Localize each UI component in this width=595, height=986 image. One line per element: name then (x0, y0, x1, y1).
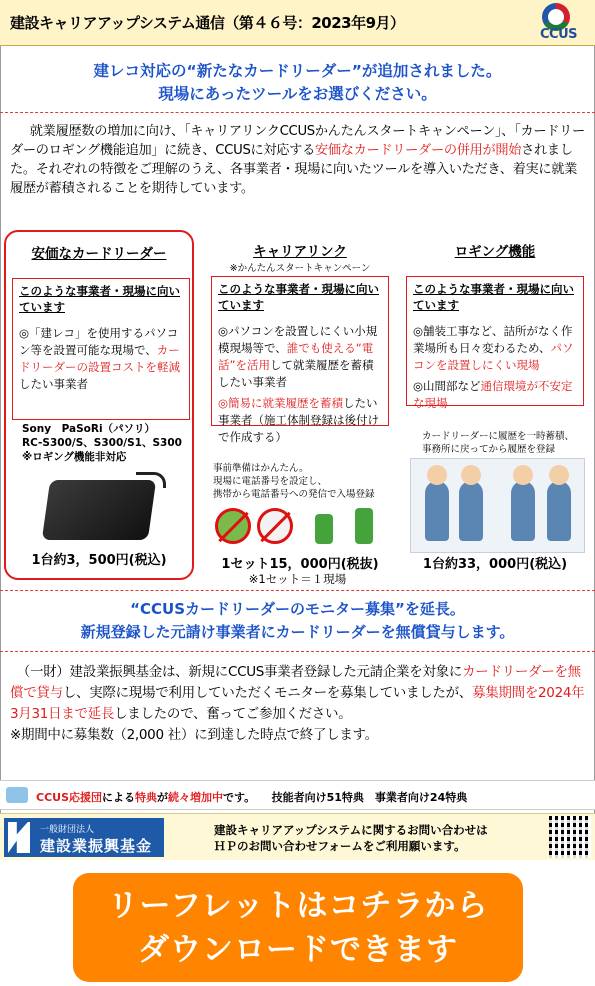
price-label: 1セット15，000円(税抜) (221, 557, 379, 572)
suitability-box: このような事業者・現場に向いています ◎舗装工事など、詰所がなく作業場所も日々変わるため、パソコンを設置しにくい現場 ◎山間部など通信環境が不安定な現場 (406, 276, 584, 406)
suitability-box: このような事業者・現場に向いています ◎パソコンを設置しにくい小規模現場等で、誰でも使える“電話”を活用して就業履歴を蓄積したい事業者 ◎簡易に就業履歴を蓄積したい事業者（施工体制登録は後付けで作成する） (211, 276, 389, 426)
no-clock-icon (257, 508, 293, 544)
option-title: ロギング機能 (454, 244, 536, 260)
footer (0, 813, 595, 860)
option-cheap-reader (4, 230, 194, 580)
intro-highlight: 安価なカードリーダーの併用が開始 (314, 143, 522, 158)
newsletter-header (0, 0, 595, 46)
smartphone-icon (315, 514, 333, 544)
intro-paragraph: 就業履歴数の増加に向け、「キャリアリンクCCUSかんたんスタートキャンペーン」、「カードリーダーのロギング機能追加」に続き、CCUSに対応する安価なカードリーダーの併用が開始されました。それぞれの特徴をご理解のうえ、各事業者・現場に向いたツールを導入いただき、着実に就業履歴が蓄積されることを期待しています。 (10, 124, 585, 196)
worker-icon (547, 481, 571, 541)
card-reader-image (36, 472, 166, 544)
price-label: 1台約3，500円(税込) (31, 553, 167, 568)
monitor-note: ※期間中に募集数（2,000 社）に到達した時点で終了します。 (10, 727, 378, 743)
option-title: 安価なカードリーダー (31, 246, 167, 262)
worker-icon (425, 481, 449, 541)
option-subtitle: ※かんたんスタートキャンペーン (229, 263, 371, 274)
no-pc-icon (215, 508, 251, 544)
fund-logo: 一般財団法人 建設業振興基金 (4, 818, 164, 857)
option-career-link (205, 230, 395, 580)
divider (0, 651, 595, 652)
monitor-paragraph: （一財）建設業振興基金は、新規にCCUS事業者登録した元請企業を対象にカードリーダーを無償で貸与し、実際に現場で利用していただくモニターを募集していましたが、募集期間を2024年3月31日まで延長しましたので、奮ってご参加ください。 ※期間中に募集数（2,000 社）に到達した時点で終了します。 (10, 662, 585, 746)
headline-monitor: “CCUSカードリーダーのモニター募集”を延長。 新規登録した元請け事業者にカードリーダーを無償貸与します。 (80, 600, 515, 641)
phone-icons (215, 502, 390, 552)
card-reader-icon (42, 480, 156, 540)
download-leaflet-button[interactable]: リーフレットはコチラから ダウンロードできます (73, 873, 523, 982)
newsletter-title: 建設キャリアアップシステム通信（第４６号：2023年9月） (10, 14, 405, 32)
support-banner[interactable]: CCUS応援団による特典が続々増加中です。 技能者向け51特典 事業者向け24特典 (0, 780, 595, 810)
headline-line-1: 建レコ対応の“新たなカードリーダー”が追加されました。 (93, 62, 502, 80)
suitability-box: このような事業者・現場に向いています ◎「建レコ」を使用するパソコン等を設置可能な現場で、カードリーダーの設置コストを軽減したい事業者 (12, 278, 190, 420)
workers-illustration (410, 458, 585, 553)
worker-icon (459, 481, 483, 541)
qr-code-icon[interactable] (549, 816, 591, 858)
set-footnote: ※1セット＝１現場 (248, 572, 347, 586)
ccus-logo-text: CCUS (540, 27, 577, 42)
setup-note: 事前準備はかんたん。 現場に電話番号を設定し、 携帯から電話番号への発信で入場登録 (213, 463, 375, 500)
ccus-logo (538, 3, 592, 43)
ccus-support-logo-icon (6, 787, 28, 803)
contact-text: 建設キャリアアップシステムに関するお問い合わせは ＨＰのお問い合わせフォームをご利用願います。 (214, 823, 488, 853)
headline-card-reader (0, 60, 595, 106)
device-spec: Sony PaSoRi（パソリ） RC-S300/S、S300/S1、S300 ※ロギング機能非対応 (22, 423, 182, 463)
logging-caption: カードリーダーに履歴を一時蓄積、 事務所に戻ってから履歴を登録 (422, 431, 575, 455)
option-logging (400, 230, 590, 580)
price-label: 1台約33，000円(税込) (422, 557, 568, 572)
divider (0, 112, 595, 113)
headline-line-2: 現場にあったツールをお選びください。 (158, 85, 437, 103)
divider (0, 590, 595, 591)
mobile-phone-icon (355, 508, 373, 544)
fund-k-icon (8, 822, 30, 853)
option-title: キャリアリンク (253, 244, 347, 260)
worker-icon (511, 481, 535, 541)
